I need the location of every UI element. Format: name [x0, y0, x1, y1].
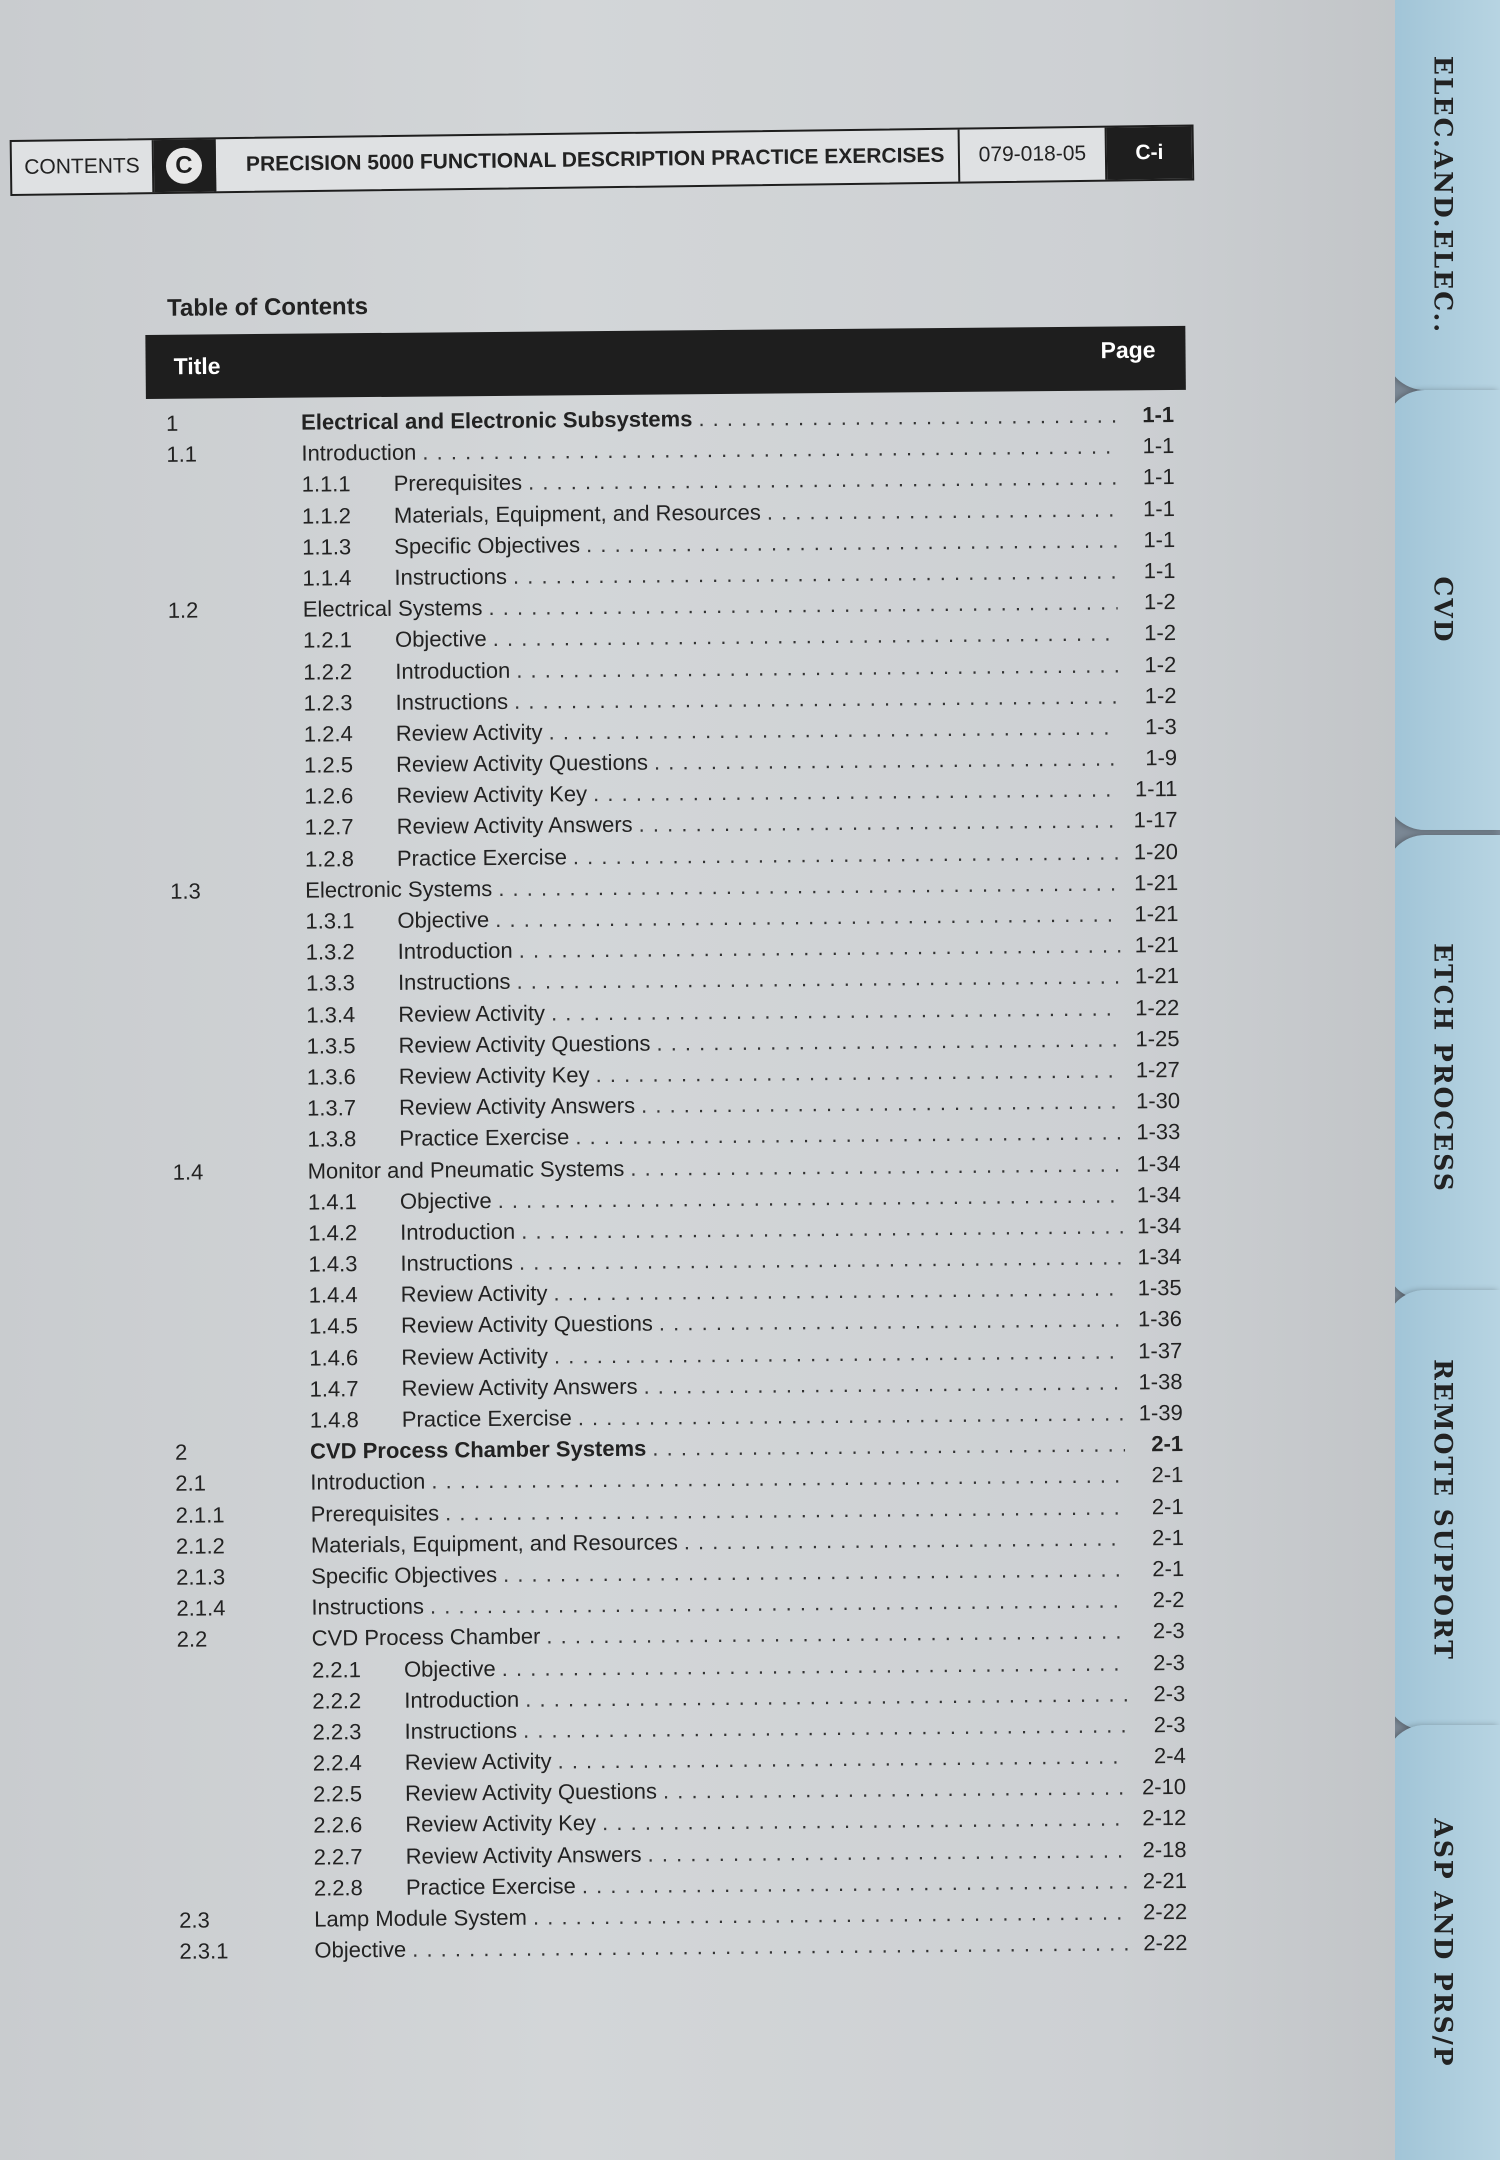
entry-number: 1.1: [166, 441, 198, 468]
entry-number: [148, 679, 303, 680]
entry-subnumber: 1.4.8: [309, 1407, 359, 1433]
entry-subnumber: 1.2.4: [303, 721, 353, 747]
entry-subnumber: 2.2.4: [312, 1750, 362, 1776]
toc-column-header: [145, 326, 1186, 399]
entry-number: [157, 1708, 312, 1709]
entry-number: 1: [166, 410, 179, 436]
entry-title: Review Activity Questions: [404, 1778, 658, 1807]
entry-page: 1-22: [1135, 994, 1180, 1020]
entry-title-leader: [394, 496, 1117, 528]
entry-number: [154, 1303, 309, 1304]
entry-title: Specific Objectives: [311, 1561, 498, 1589]
section-letter: C: [166, 147, 202, 183]
entry-number: [159, 1895, 314, 1896]
entry-subnumber: 1.4.2: [308, 1220, 358, 1246]
entry-subnumber: 1.2.3: [303, 689, 353, 716]
entry-title: Review Activity Answers: [401, 1373, 638, 1401]
entry-number: [149, 742, 304, 743]
entry-number: [147, 492, 302, 493]
entry-page: 1-21: [1134, 869, 1179, 896]
entry-title-leader: [406, 1837, 1129, 1869]
entry-number: [151, 1022, 306, 1023]
entry-title: Review Activity Questions: [395, 749, 649, 777]
section-letter-badge: [154, 139, 217, 192]
entry-page: 2-1: [1151, 1524, 1184, 1551]
entry-title-leader: [405, 1775, 1128, 1807]
entry-title-leader: [397, 902, 1120, 934]
entry-title-leader: [399, 1089, 1122, 1121]
entry-title: Materials, Equipment, and Resources: [393, 499, 761, 528]
entry-number: [151, 960, 306, 961]
entry-page: 1-2: [1144, 682, 1177, 708]
entry-title-leader: [401, 1276, 1124, 1308]
entry-title-leader: [395, 652, 1118, 684]
entry-subnumber: 1.3.8: [307, 1126, 357, 1152]
entry-title: Instructions: [395, 688, 509, 715]
entry-title: Electrical Systems: [302, 595, 483, 622]
entry-page: 2-22: [1142, 1898, 1188, 1925]
entry-title: Review Activity Questions: [400, 1311, 653, 1339]
entry-page: 2-3: [1152, 1618, 1185, 1644]
entry-subnumber: 1.4.4: [308, 1282, 358, 1308]
toc-heading: Table of Contents: [166, 293, 369, 322]
entry-title: Practice Exercise: [399, 1124, 570, 1152]
entry-page: 1-34: [1137, 1244, 1182, 1270]
tab-label: CVD: [1428, 576, 1457, 644]
entry-title-leader: [401, 1369, 1124, 1401]
entry-number: [151, 991, 306, 992]
entry-number: [150, 866, 305, 867]
document-number: 079-018-05: [960, 128, 1108, 182]
entry-page: 1-1: [1142, 433, 1175, 459]
entry-subnumber: 1.2.1: [302, 627, 353, 653]
entry-title: Lamp Module System: [314, 1904, 528, 1932]
tab-label: ASP AND PRS/P: [1428, 1817, 1457, 2068]
entry-title: Monitor and Pneumatic Systems: [307, 1155, 625, 1184]
entry-subnumber: 2.2.8: [313, 1874, 363, 1901]
entry-subnumber: 1.2.2: [303, 658, 353, 685]
entry-number: 2.3.1: [179, 1938, 229, 1964]
entry-page: 2-1: [1151, 1462, 1184, 1488]
entry-number: 1.2: [167, 597, 199, 623]
entry-page: 1-37: [1138, 1337, 1183, 1363]
entry-subnumber: 1.4.5: [308, 1313, 359, 1340]
entry-number: [148, 586, 303, 587]
column-page-label: Page: [1100, 336, 1156, 364]
entry-title: Review Activity Answers: [405, 1841, 642, 1869]
entry-page: 1-27: [1135, 1056, 1180, 1083]
entry-title: CVD Process Chamber Systems: [309, 1435, 647, 1464]
entry-number: [154, 1334, 309, 1335]
entry-number: [149, 710, 304, 711]
entry-title-leader: [401, 1307, 1124, 1339]
entry-title: Instructions: [404, 1717, 518, 1744]
entry-number: 2.1.4: [176, 1595, 226, 1621]
entry-title-leader: [395, 621, 1118, 653]
entry-title-leader: [396, 746, 1119, 778]
entry-number: 2.1.1: [175, 1501, 225, 1528]
entry-page: 1-36: [1137, 1306, 1183, 1332]
entry-title: Review Activity Answers: [396, 812, 633, 840]
entry-title: Objective: [394, 626, 487, 653]
entry-title: Review Activity Key: [405, 1810, 597, 1838]
entry-title: Objective: [399, 1187, 492, 1214]
entry-page: 1-1: [1142, 495, 1176, 521]
tab-label: ELEC.AND.ELEC..: [1428, 55, 1457, 335]
entry-subnumber: 1.2.8: [304, 845, 354, 872]
entry-title-leader: [398, 1026, 1121, 1058]
tab-label: ETCH PROCESS: [1428, 942, 1457, 1193]
entry-subnumber: 1.2.5: [304, 752, 354, 778]
entry-title: Instructions: [397, 969, 511, 996]
entry-page: 1-30: [1135, 1088, 1181, 1114]
entry-subnumber: 1.3.6: [306, 1064, 356, 1090]
entry-title: Review Activity Key: [396, 781, 588, 809]
entry-page: 2-3: [1153, 1649, 1186, 1675]
entry-subnumber: 1.2.7: [304, 814, 354, 841]
entry-title: Introduction: [395, 657, 511, 684]
entry-title-leader: [394, 465, 1117, 497]
entry-title-leader: [398, 995, 1121, 1027]
entry-title: Prerequisites: [310, 1500, 440, 1527]
entry-page: 1-34: [1137, 1212, 1182, 1239]
entry-number: [159, 1864, 314, 1865]
entry-number: [150, 835, 305, 836]
entry-subnumber: 1.3.1: [305, 908, 355, 934]
entry-number: [152, 1085, 307, 1086]
entry-number: [158, 1802, 313, 1803]
entry-subnumber: 1.1.2: [301, 502, 351, 529]
entry-title-leader: [396, 714, 1119, 746]
entry-page: 1-34: [1136, 1181, 1181, 1208]
entry-title: Review Activity: [404, 1748, 552, 1775]
entry-page: 2-22: [1143, 1930, 1188, 1956]
entry-number: [158, 1833, 313, 1834]
entry-title-leader: [394, 527, 1117, 559]
entry-title-leader: [405, 1744, 1128, 1776]
entry-page: 1-35: [1137, 1275, 1182, 1301]
entry-number: [155, 1428, 310, 1429]
entry-title-leader: [401, 1338, 1124, 1370]
entry-page: 1-34: [1136, 1150, 1181, 1176]
tab-label: REMOTE SUPPORT: [1428, 1359, 1457, 1661]
tab-remote-support[interactable]: [1385, 1290, 1500, 1730]
entry-title: Review Activity Answers: [398, 1092, 636, 1120]
tab-cvd[interactable]: [1385, 390, 1500, 830]
entry-title: Introduction: [404, 1686, 520, 1713]
entry-title: Practice Exercise: [405, 1873, 576, 1900]
entry-title: Electrical and Electronic Subsystems: [301, 406, 693, 435]
entry-title-leader: [400, 1245, 1123, 1277]
entry-title-leader: [404, 1712, 1127, 1744]
entry-number: 2.2: [176, 1626, 208, 1653]
column-title-label: Title: [173, 352, 221, 380]
entry-number: 2.1.2: [175, 1533, 225, 1559]
entry-title: Introduction: [397, 938, 513, 965]
entry-number: [155, 1396, 310, 1397]
entry-page: 2-4: [1153, 1743, 1186, 1769]
entry-title: CVD Process Chamber: [311, 1623, 541, 1651]
entry-subnumber: 2.2.1: [311, 1656, 362, 1683]
entry-subnumber: 1.1.4: [302, 565, 352, 591]
entry-page: 2-2: [1152, 1587, 1185, 1613]
entry-page: 1-1: [1142, 402, 1175, 428]
entry-page: 1-1: [1143, 526, 1176, 553]
entry-number: 1.3: [170, 878, 201, 904]
entry-title: Prerequisites: [393, 470, 523, 497]
entry-number: [149, 804, 304, 805]
entry-number: [152, 1053, 307, 1054]
entry-page: 2-10: [1141, 1774, 1187, 1800]
entry-page: 1-21: [1134, 932, 1179, 958]
entry-title-leader: [395, 683, 1118, 715]
entry-title-leader: [398, 933, 1121, 965]
entry-title: Instructions: [311, 1593, 425, 1620]
entry-title: Introduction: [400, 1218, 516, 1245]
entry-page: 2-1: [1152, 1555, 1185, 1582]
entry-page: 1-39: [1138, 1399, 1183, 1426]
entry-title: Specific Objectives: [394, 531, 581, 559]
entry-page: 2-3: [1153, 1680, 1186, 1706]
page-number: C-i: [1107, 127, 1193, 180]
entry-subnumber: 2.2.2: [312, 1687, 362, 1714]
table-of-contents: [145, 286, 1200, 1970]
entry-page: 2-18: [1142, 1836, 1187, 1862]
entry-page: 1-2: [1144, 651, 1177, 677]
entry-title-leader: [402, 1400, 1125, 1432]
entry-page: 1-21: [1134, 901, 1179, 927]
entry-page: 2-3: [1153, 1711, 1186, 1738]
entry-page: 1-2: [1144, 620, 1177, 646]
page-header: [10, 125, 1195, 196]
entry-page: 1-9: [1145, 745, 1178, 771]
tab-asp-and-prs[interactable]: [1385, 1725, 1500, 2160]
entry-number: [158, 1739, 313, 1740]
entry-title-leader: [404, 1650, 1127, 1682]
entry-title-leader: [396, 777, 1119, 809]
entry-subnumber: 1.4.7: [309, 1375, 359, 1402]
entry-title-leader: [399, 1057, 1122, 1089]
entry-title: Introduction: [310, 1468, 426, 1495]
entry-title-leader: [301, 403, 1116, 436]
entry-title: Objective: [403, 1655, 496, 1682]
entry-number: [149, 773, 304, 774]
entry-number: [152, 1147, 307, 1148]
entry-page: 1-21: [1134, 963, 1180, 989]
entry-title-leader: [397, 808, 1120, 840]
entry-title: Practice Exercise: [401, 1405, 572, 1432]
entry-number: [153, 1209, 308, 1210]
entry-page: 1-2: [1143, 589, 1176, 615]
entry-subnumber: 1.4.1: [307, 1188, 357, 1215]
entry-number: [147, 554, 302, 555]
entry-title: Review Activity: [400, 1280, 548, 1308]
entry-number: [148, 648, 303, 649]
document-title: PRECISION 5000 FUNCTIONAL DESCRIPTION PRACTICE EXERCISES: [216, 130, 961, 192]
entry-number: [154, 1365, 309, 1366]
entry-subnumber: 2.2.5: [312, 1781, 363, 1807]
entry-title: Review Activity: [401, 1343, 549, 1370]
entry-number: 1.4: [172, 1159, 204, 1185]
entry-number: 2.1: [175, 1470, 207, 1497]
entry-number: [154, 1272, 309, 1273]
entry-title: Materials, Equipment, and Resources: [310, 1529, 678, 1558]
entry-title-leader: [405, 1806, 1128, 1838]
entry-number: [151, 929, 306, 930]
entry-title: Review Activity: [395, 719, 543, 746]
entry-page: 1-38: [1138, 1368, 1183, 1395]
entry-title: Introduction: [301, 439, 417, 466]
tab-elec-and-elec[interactable]: [1385, 0, 1500, 390]
entry-subnumber: 1.4.3: [308, 1251, 358, 1277]
entry-title: Objective: [314, 1936, 407, 1963]
entry-title: Practice Exercise: [396, 843, 567, 871]
entry-title: Electronic Systems: [305, 875, 493, 903]
entry-title-leader: [397, 839, 1120, 871]
entry-page: 2-1: [1151, 1431, 1184, 1457]
entry-number: 2: [174, 1439, 188, 1465]
entry-title: Review Activity: [398, 1000, 546, 1027]
entry-title: Review Activity Key: [398, 1062, 590, 1089]
entry-subnumber: 1.3.2: [305, 939, 355, 965]
entry-subnumber: 2.2.7: [313, 1843, 363, 1870]
entry-number: [157, 1677, 312, 1678]
entry-subnumber: 1.3.3: [305, 970, 356, 996]
entry-page: 2-12: [1142, 1805, 1187, 1831]
entry-page: 1-11: [1134, 776, 1178, 802]
entry-title-leader: [404, 1681, 1127, 1713]
entry-page: 2-1: [1151, 1493, 1184, 1519]
entry-title-leader: [400, 1182, 1123, 1214]
entry-number: [147, 523, 302, 524]
entry-title: Review Activity Questions: [398, 1030, 651, 1058]
tab-etch-process[interactable]: [1385, 835, 1500, 1300]
entry-subnumber: 1.1.1: [301, 471, 351, 498]
entry-title: Objective: [397, 907, 490, 933]
entry-page: 2-21: [1142, 1867, 1187, 1894]
entry-title-leader: [400, 1213, 1123, 1245]
entry-subnumber: 1.3.7: [306, 1095, 357, 1121]
entry-number: 2.3: [179, 1907, 210, 1933]
entry-subnumber: 1.4.6: [309, 1344, 359, 1371]
entry-title-leader: [406, 1868, 1129, 1900]
entry-page: 1-25: [1135, 1025, 1180, 1052]
entry-title-leader: [398, 964, 1121, 996]
entry-subnumber: 1.3.5: [306, 1032, 356, 1059]
entry-number: [152, 1116, 307, 1117]
toc-entries: [146, 402, 1200, 1970]
entry-number: [153, 1240, 308, 1241]
entry-subnumber: 1.2.6: [304, 783, 354, 809]
entry-page: 1-1: [1142, 464, 1175, 490]
section-label: CONTENTS: [12, 140, 155, 194]
entry-subnumber: 2.2.3: [312, 1719, 362, 1745]
entry-title-leader: [394, 558, 1117, 590]
entry-subnumber: 2.2.6: [313, 1812, 363, 1839]
entry-subnumber: 1.1.3: [302, 533, 352, 560]
entry-title: Instructions: [394, 563, 508, 590]
entry-page: 1-20: [1133, 838, 1179, 865]
entry-number: [158, 1771, 313, 1772]
entry-page: 1-17: [1133, 807, 1178, 833]
entry-title-leader: [399, 1120, 1122, 1152]
entry-page: 1-1: [1143, 557, 1176, 584]
entry-subnumber: 1.3.4: [306, 1001, 356, 1028]
entry-page: 1-3: [1144, 713, 1177, 740]
entry-page: 1-33: [1136, 1119, 1181, 1145]
entry-number: 2.1.3: [176, 1564, 226, 1590]
entry-title: Instructions: [400, 1249, 514, 1276]
